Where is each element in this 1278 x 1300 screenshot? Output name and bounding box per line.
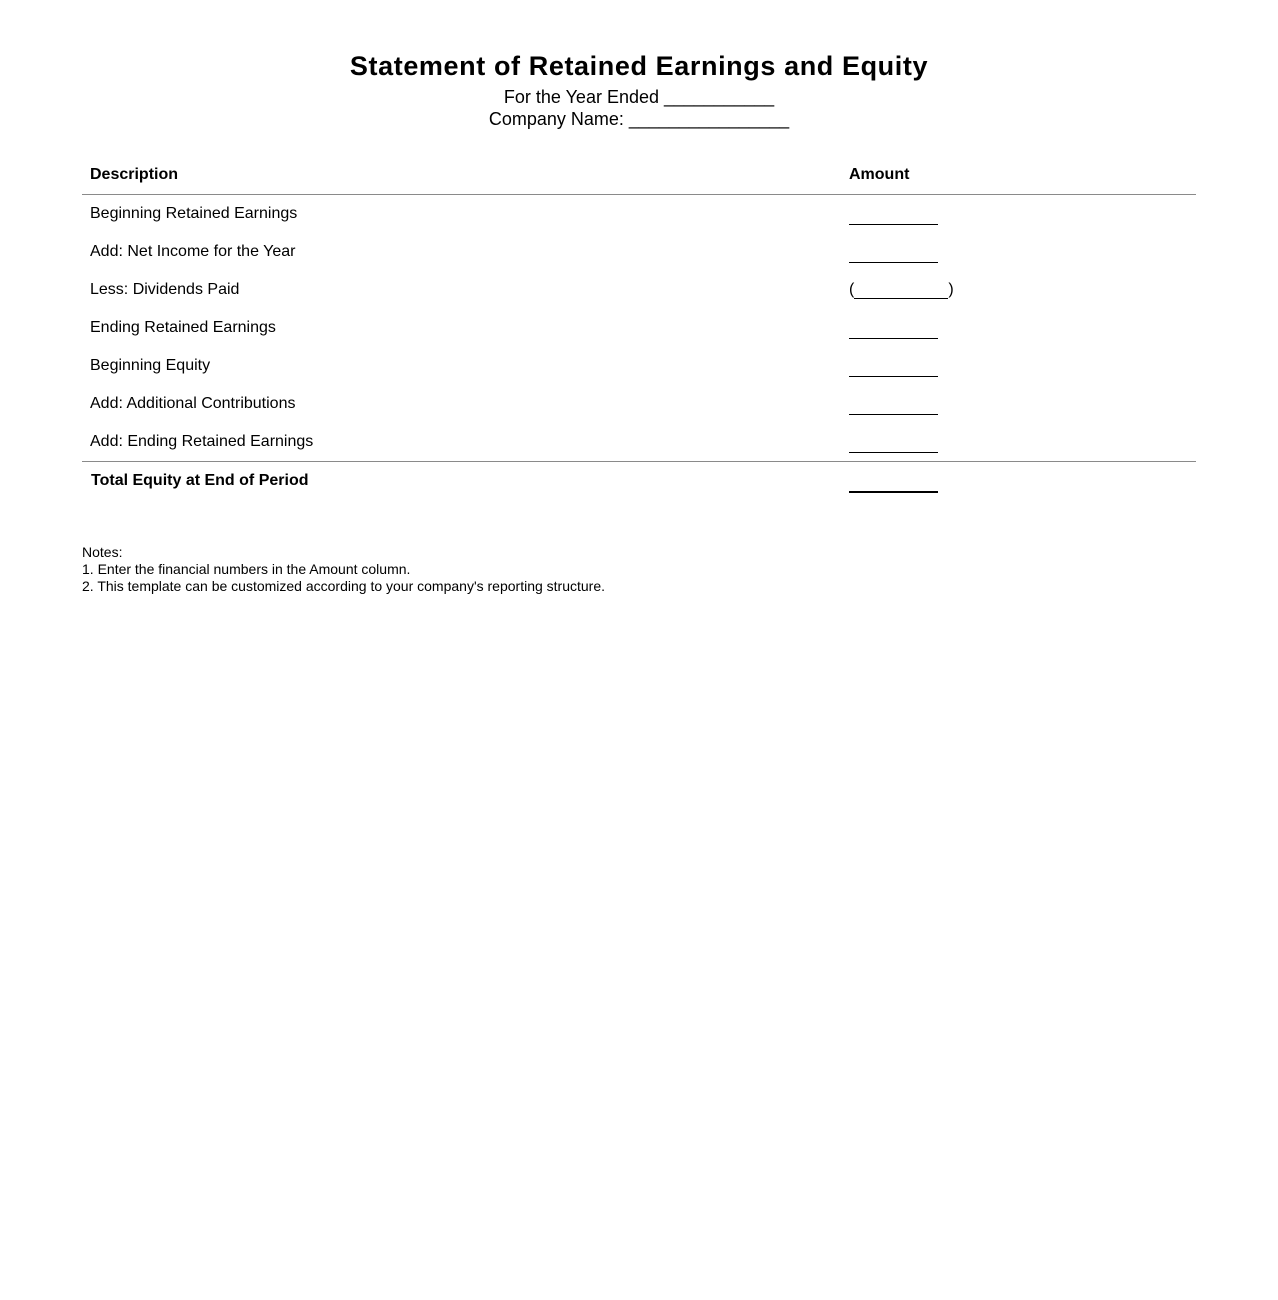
document-title: Statement of Retained Earnings and Equity xyxy=(349,51,929,81)
negative-amount-wrapper xyxy=(849,281,954,299)
amount-cell xyxy=(841,233,1196,271)
document-header xyxy=(82,0,1196,130)
table-row xyxy=(82,195,1196,234)
table-row xyxy=(82,309,1196,347)
notes-section xyxy=(82,544,1196,595)
row-description: Beginning Equity xyxy=(90,357,211,374)
note-item: 2. This template can be customized according to your company's reporting structure. xyxy=(82,578,606,594)
row-description: Beginning Retained Earnings xyxy=(90,205,298,222)
total-amount-cell xyxy=(841,462,1196,501)
note-item: 1. Enter the financial numbers in the Amount column. xyxy=(82,561,411,577)
table-row xyxy=(82,423,1196,462)
row-description: Add: Ending Retained Earnings xyxy=(90,433,314,450)
amount-cell xyxy=(841,195,1196,234)
amount-blank-field[interactable] xyxy=(849,208,938,225)
amount-cell xyxy=(841,309,1196,347)
table-row xyxy=(82,271,1196,309)
total-amount-blank-field[interactable] xyxy=(849,475,938,493)
total-row xyxy=(82,462,1196,501)
total-description: Total Equity at End of Period xyxy=(82,462,841,501)
statement-page xyxy=(82,0,1196,595)
company-name-line: Company Name: ________________ xyxy=(488,109,790,129)
amount-blank-field[interactable] xyxy=(849,360,938,377)
row-description: Ending Retained Earnings xyxy=(90,319,276,336)
column-header-description: Description xyxy=(82,156,841,195)
column-header-amount: Amount xyxy=(841,156,1196,195)
open-parenthesis: ( xyxy=(849,281,855,298)
row-description: Add: Net Income for the Year xyxy=(90,243,296,260)
close-parenthesis: ) xyxy=(948,281,954,298)
statement-table xyxy=(82,156,1196,500)
table-row xyxy=(82,233,1196,271)
amount-cell xyxy=(841,385,1196,423)
amount-cell xyxy=(841,423,1196,462)
row-description: Add: Additional Contributions xyxy=(90,395,296,412)
amount-blank-field[interactable] xyxy=(849,246,938,263)
table-row xyxy=(82,347,1196,385)
amount-blank-field[interactable] xyxy=(849,436,938,453)
amount-blank-field[interactable] xyxy=(854,282,948,299)
amount-cell xyxy=(841,271,1196,309)
row-description: Less: Dividends Paid xyxy=(90,281,240,298)
table-header-row xyxy=(82,156,1196,195)
amount-blank-field[interactable] xyxy=(849,398,938,415)
period-line: For the Year Ended ___________ xyxy=(503,87,775,107)
notes-heading: Notes: xyxy=(82,544,123,560)
amount-blank-field[interactable] xyxy=(849,322,938,339)
amount-cell xyxy=(841,347,1196,385)
table-row xyxy=(82,385,1196,423)
